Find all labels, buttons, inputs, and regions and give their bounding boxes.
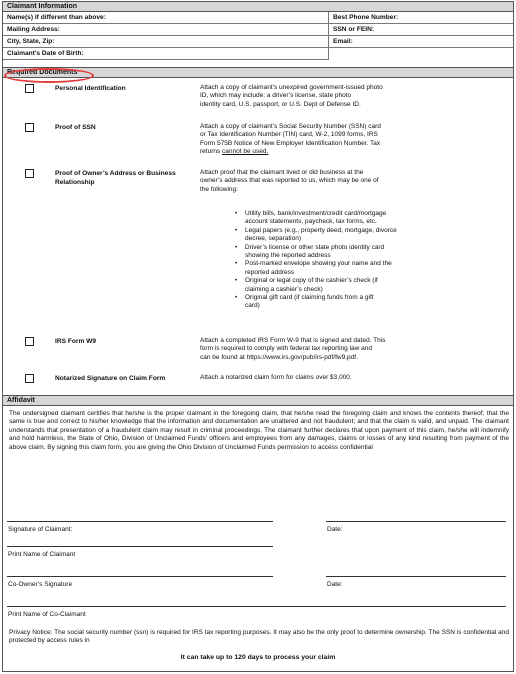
- ssn-label: SSN or FEIN:: [333, 26, 375, 33]
- label-notarized: Notarized Signature on Claim Form: [55, 375, 166, 382]
- name-label: Name(s) if different than above:: [7, 14, 106, 21]
- list-item: • Post-marked envelope showing your name and the reported address: [235, 260, 435, 277]
- label-proof-ssn: Proof of SSN: [55, 124, 96, 131]
- desc-line: Attach a notarized claim form for claims over $3,000.: [200, 374, 352, 381]
- checkbox-proof-address[interactable]: [25, 169, 34, 178]
- desc-tail-underlined: cannot be used.: [222, 148, 269, 156]
- address-proof-list: [235, 210, 435, 311]
- print-name-line[interactable]: [7, 546, 273, 547]
- desc-line: form is required to comply with federal tax reporting law and: [200, 345, 372, 353]
- date-line-2[interactable]: [326, 576, 506, 577]
- privacy-notice: Privacy Notice: The social security number (ssn) is required for IRS tax reporting purposes. It may also be the only proof to determine ownership. The SSN is confidential and protected by access rules in: [9, 629, 509, 645]
- signature-line[interactable]: [7, 521, 273, 522]
- print-coclaimant-line[interactable]: [7, 606, 506, 607]
- affidavit-header: Affidavit: [3, 396, 513, 406]
- date-line[interactable]: [326, 521, 506, 522]
- desc-proof-ssn: [200, 123, 381, 157]
- desc-line: Attach a copy of claimant’s unexpired government-issued photo: [200, 84, 383, 91]
- required-documents-header: Required Documents: [3, 68, 513, 78]
- date-label-2: Date:: [327, 581, 343, 588]
- list-item: • Driver’s license or other state photo identity card showing the reported address: [235, 244, 435, 261]
- email-label: Email:: [333, 38, 353, 45]
- list-item: • Legal papers (e.g., property deed, mortgage, divorce decree, separation): [235, 227, 435, 244]
- column-divider: [328, 12, 329, 60]
- claimant-row-1: [3, 12, 513, 24]
- desc-line: Form 575B Notice of New Employer Identification Number. Tax: [200, 139, 381, 147]
- coowner-signature-line[interactable]: [7, 576, 273, 577]
- label-irs-w9: IRS Form W9: [55, 338, 97, 345]
- mailing-address-label: Mailing Address:: [7, 26, 60, 33]
- print-name-coclaimant-label: Print Name of Co-Claimant: [8, 611, 86, 618]
- highlight-circle: [4, 68, 94, 83]
- date-label: Date:: [327, 526, 343, 533]
- list-item: • Original gift card (if claiming funds from a gift card): [235, 294, 435, 311]
- desc-line: [200, 148, 381, 156]
- desc-line: ID, which may include: a driver’s license, state photo: [200, 92, 352, 100]
- checkbox-personal-id[interactable]: [25, 84, 34, 93]
- desc-tail: returns: [200, 148, 223, 156]
- desc-line: the following:: [200, 185, 238, 193]
- checkbox-irs-w9[interactable]: [25, 337, 34, 346]
- dob-label: Claimant's Date of Birth:: [7, 50, 84, 57]
- label-personal-id: Personal Identification: [55, 85, 126, 92]
- list-item: • Original or legal copy of the cashier’s check (if claiming a cashier’s check): [235, 277, 435, 294]
- phone-label: Best Phone Number:: [333, 14, 399, 21]
- signature-claimant-label: Signature of Claimant:: [8, 526, 73, 533]
- checkbox-proof-ssn[interactable]: [25, 123, 34, 132]
- print-name-claimant-label: Print Name of Claimant: [8, 551, 76, 558]
- desc-irs-w9: [200, 337, 385, 362]
- label-line: Relationship: [55, 179, 95, 186]
- city-state-zip-label: City, State, Zip:: [7, 38, 55, 45]
- label-line: Proof of Owner’s Address or Business: [55, 170, 176, 177]
- desc-proof-address: [200, 169, 379, 194]
- claimant-row-4: [3, 48, 329, 60]
- desc-notarized: [200, 374, 352, 382]
- claimant-row-3: [3, 36, 513, 48]
- label-proof-address: [55, 169, 176, 187]
- affidavit-text: The undersigned claimant certifies that he/she is the proper claimant in the foregoing claim, that he/she read the foregoing claim and knows the contents thereof; that the same is true and correct to his/her knowledge that the information and documentation are unaltered and not fraudulent; and that the claim is valid, and unpaid. The claimant understands that presentation of a fraudulent claim may result in criminal proceedings. The claimant further declares that upon payment of this claim, he/she will indemnify and hold harmless, the State of Ohio, Division of Unclaimed Funds’ officers and employees from any damages, claims or losses of any kind resulting from payment of the above claim. By signing this claim form, you are giving the Ohio Division of Unclaimed Funds permission to access confidential: [9, 410, 509, 451]
- processing-time-note: It can take up to 120 days to process your claim: [180, 654, 336, 661]
- claim-form: [2, 1, 514, 672]
- checkbox-notarized[interactable]: [25, 374, 34, 383]
- desc-line: can be found at https://www.irs.gov/pub/irs-pdf/fw9.pdf.: [200, 353, 358, 361]
- desc-line: Attach a completed IRS Form W-9 that is signed and dated. This: [200, 337, 386, 344]
- desc-line: Attach a copy of claimant’s Social Security Number (SSN) card: [200, 123, 381, 130]
- list-item: • Utility bills, bank/investment/credit card/mortgage account statements, paycheck, tax forms, etc.: [235, 210, 435, 227]
- coowner-signature-label: Co-Owner’s Signature: [8, 581, 73, 588]
- desc-line: Attach proof that the claimant lived or did business at the: [200, 169, 364, 176]
- claimant-row-2: [3, 24, 513, 36]
- desc-line: identity card, U.S. passport, or U.S. Dept of Defense ID.: [200, 100, 361, 108]
- desc-line: or Tax Identification Number (TIN) card, W-2, 1099 forms, IRS: [200, 131, 378, 139]
- claimant-info-header: Claimant Information: [3, 2, 513, 12]
- desc-personal-id: [200, 84, 383, 109]
- desc-line: owner’s address that was reported to us, which may be one of: [200, 177, 379, 185]
